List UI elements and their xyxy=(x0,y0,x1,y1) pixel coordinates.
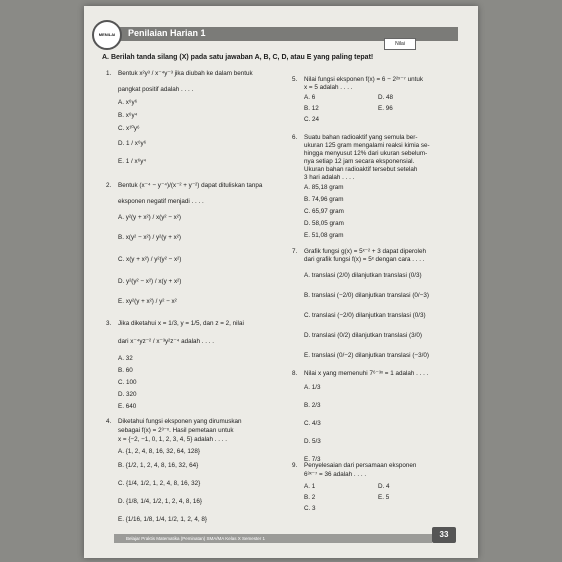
option: C. 4/3 xyxy=(304,420,321,427)
option: C. x(y + x²) / y²(y² − x²) xyxy=(118,256,182,263)
option: D. 4 xyxy=(378,483,390,490)
nilai-box: Nilai xyxy=(384,38,416,50)
footer-band: Belajar Praktis Matematika (Peminatan) SMA/MA Kelas X Semester 1 xyxy=(114,534,432,543)
option: B. translasi (−2/0) dilanjutkan translasi (0/−3) xyxy=(304,292,429,299)
option: A. 32 xyxy=(118,355,133,362)
option: E. 7/3 xyxy=(304,456,321,463)
option: B. 2/3 xyxy=(304,402,321,409)
menilai-badge-icon: MENILAI xyxy=(92,20,122,50)
option: C. {1/4, 1/2, 1, 2, 4, 8, 16, 32} xyxy=(118,480,201,487)
option: B. 74,96 gram xyxy=(304,196,344,203)
option: C. translasi (−2/0) dilanjutkan translasi (0/3) xyxy=(304,312,426,319)
page-title: Penilaian Harian 1 xyxy=(128,28,206,38)
option: A. 6 xyxy=(304,94,316,101)
option: E. translasi (0/−2) dilanjutkan translasi (−3/0) xyxy=(304,352,429,359)
option: D. 5/3 xyxy=(304,438,321,445)
option: A. y²(y + x²) / x(y² − x²) xyxy=(118,214,181,221)
option: D. translasi (0/2) dilanjutkan translasi (3/0) xyxy=(304,332,422,339)
option: D. y²(y² − x²) / x(y + x²) xyxy=(118,278,182,285)
option: A. 1/3 xyxy=(304,384,321,391)
option: C. 65,97 gram xyxy=(304,208,344,215)
option: A. {1, 2, 4, 8, 16, 32, 64, 128} xyxy=(118,448,200,455)
option: B. 12 xyxy=(304,105,319,112)
option: D. 58,05 gram xyxy=(304,220,344,227)
option: B. {1/2, 1, 2, 4, 8, 16, 32, 64} xyxy=(118,462,199,469)
option: B. 60 xyxy=(118,367,133,374)
option: D. 320 xyxy=(118,391,137,398)
option: A. translasi (2/0) dilanjutkan translasi (0/3) xyxy=(304,272,422,279)
option: C. 100 xyxy=(118,379,137,386)
option: A. x⁶y⁶ xyxy=(118,99,138,106)
option: B. x⁶y⁴ xyxy=(118,112,138,119)
option: D. 1 / x⁶y⁶ xyxy=(118,140,147,147)
option: C. x¹⁰y⁶ xyxy=(118,125,140,132)
option: E. 51,08 gram xyxy=(304,232,344,239)
option: D. 48 xyxy=(378,94,394,101)
option: A. 85,18 gram xyxy=(304,184,344,191)
page-number: 33 xyxy=(432,527,456,543)
option: E. {1/16, 1/8, 1/4, 1/2, 1, 2, 4, 8} xyxy=(118,516,207,523)
option: C. 3 xyxy=(304,505,316,512)
option: B. x(y² − x²) / y²(y + x²) xyxy=(118,234,181,241)
option: E. 1 / x⁶y⁴ xyxy=(118,158,147,165)
option: E. 5 xyxy=(378,494,390,501)
option: E. 640 xyxy=(118,403,137,410)
book-page: Penilaian Harian 1 MENILAI Nilai A. Berilah tanda silang (X) pada satu jawaban A, B, C, D, atau E yang paling tepat! 1. Bentuk x²y³ / x⁻⁴y⁻³ jika diubah ke dalam bentuk pangkat positif adalah . . . . A. x⁶y⁶ B. x⁶y⁴ C. x¹⁰y⁶ D. 1 / x⁶y⁶ E. 1 / x⁶y⁴ 2. Bentuk (x⁻⁴ − y⁻⁴)/(x⁻² + y⁻²) dapat dituliskan tanpa eksponen negatif menjadi . . . . A. y²(y + x²) / x(y² − x²) B. x(y² − x²) / y²(y + x²) C. x(y + x²) / y²(y² − x²) D. y²(y² − x²) / x(y + x²) E. xy²(y + x²) / y² − x² 3. Jika diketahui x = 1/3, y = 1/5, dan z = 2, nilai dari x⁻⁴yz⁻² / x⁻³y²z⁻⁴ adalah . . . . A. 32 B. 60 C. 100 D. 320 E. 640 4. Diketahui fungsi eksponen yang dirumuskan sebagai f(x) = 2³⁻ˣ. Hasil pemetaan untuk x = {−2, −1, 0, 1, 2, 3, 4, 5} adalah . . . . A. {1, 2, 4, 8, 16, 32, 64, 128} B. {1/2, 1, 2, 4, 8, 16, 32, 64} C. {1/4, 1/2, 1, 2, 4, 8, 16, 32} D. {1/8, 1/4, 1/2, 1, 2, 4, 8, 16} E. {1/16, 1/8, 1/4, 1/2, 1, 2, 4, 8} 5. Nilai fungsi eksponen f(x) = 6 − 2²ˣ⁻⁷ untuk x = 5 adalah . . . . A. 6 D. 48 B. 12 E. 96 C. 24 6. Suatu bahan radioaktif yang semula ber- ukuran 125 gram mengalami reaksi kimia se- hingga menyusut 12% dari ukuran sebelum- nya setiap 12 jam secara eksponensial. Ukuran bahan radioaktif tersebut setelah 3 hari adalah . . . . A. 85,18 gram B. 74,96 gram C. 65,97 gram D. 58,05 gram E. 51,08 gram 7. Grafik fungsi g(x) = 5ˣ⁻² + 3 dapat diperoleh dari grafik fungsi f(x) = 5ˣ dengan cara . . . . A. translasi (2/0) dilanjutkan translasi (0/3) B. translasi (−2/0) dilanjutkan translasi (0/−3) C. translasi (−2/0) dilanjutkan translasi (0/3) D. translasi (0/2) dilanjutkan translasi (3/0) E. translasi (0/−2) dilanjutkan translasi (−3/0) 8. Nilai x yang memenuhi 7⁶⁻³ˣ = 1 adalah . . . . A. 1/3 B. 2/3 C. 4/3 D. 5/3 E. 7/3 9. Penyelesaian dari persamaan eksponen 6³ˣ⁻⁷ = 36 adalah . . . . A. 1 D. 4 B. 2 E. 5 C. 3 Belajar Praktis Matematika (Peminatan) SMA/MA Kelas X Semester 1 33 xyxy=(84,6,478,558)
option: E. xy²(y + x²) / y² − x² xyxy=(118,298,177,305)
option: A. 1 xyxy=(304,483,316,490)
option: C. 24 xyxy=(304,116,320,123)
section-instruction: A. Berilah tanda silang (X) pada satu jawaban A, B, C, D, atau E yang paling tepat! xyxy=(102,54,374,61)
option: D. {1/8, 1/4, 1/2, 1, 2, 4, 8, 16} xyxy=(118,498,203,505)
option: B. 2 xyxy=(304,494,316,501)
option: E. 96 xyxy=(378,105,393,112)
